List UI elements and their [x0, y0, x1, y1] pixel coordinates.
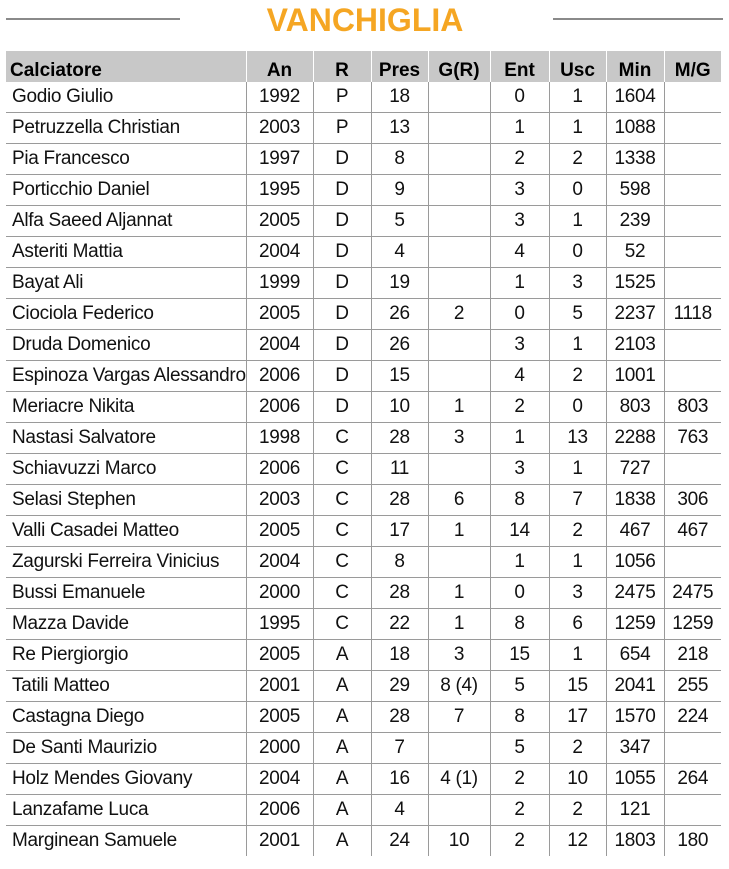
cell-goals	[428, 795, 490, 826]
cell-goals: 1	[428, 609, 490, 640]
cell-year: 1997	[246, 144, 313, 175]
cell-year: 2003	[246, 113, 313, 144]
cell-goals	[428, 268, 490, 299]
cell-role: D	[313, 330, 371, 361]
cell-appearances: 10	[371, 392, 428, 423]
cell-sub-in: 1	[490, 423, 549, 454]
cell-player: Lanzafame Luca	[6, 795, 246, 826]
cell-minutes-per-goal: 763	[664, 423, 721, 454]
cell-player: Zagurski Ferreira Vinicius	[6, 547, 246, 578]
cell-sub-in: 3	[490, 206, 549, 237]
cell-player: Druda Domenico	[6, 330, 246, 361]
cell-goals: 8 (4)	[428, 671, 490, 702]
cell-minutes-per-goal	[664, 454, 721, 485]
cell-year: 2000	[246, 578, 313, 609]
cell-minutes-per-goal	[664, 175, 721, 206]
cell-appearances: 29	[371, 671, 428, 702]
cell-minutes: 2237	[606, 299, 664, 330]
table-row	[6, 113, 721, 144]
header-minutes-per-goal: M/G	[664, 51, 721, 82]
cell-sub-in: 1	[490, 268, 549, 299]
cell-year: 2000	[246, 733, 313, 764]
cell-sub-out: 2	[549, 144, 606, 175]
cell-sub-in: 2	[490, 795, 549, 826]
cell-goals: 7	[428, 702, 490, 733]
cell-goals: 10	[428, 826, 490, 857]
cell-sub-out: 5	[549, 299, 606, 330]
table-row	[6, 578, 721, 609]
cell-minutes: 2288	[606, 423, 664, 454]
cell-appearances: 18	[371, 82, 428, 113]
cell-minutes: 52	[606, 237, 664, 268]
header-appearances: Pres	[371, 51, 428, 82]
cell-appearances: 13	[371, 113, 428, 144]
cell-goals	[428, 237, 490, 268]
cell-sub-in: 2	[490, 826, 549, 857]
cell-goals: 1	[428, 516, 490, 547]
cell-role: P	[313, 82, 371, 113]
cell-appearances: 16	[371, 764, 428, 795]
cell-minutes: 1338	[606, 144, 664, 175]
cell-role: D	[313, 392, 371, 423]
cell-sub-out: 17	[549, 702, 606, 733]
header-goals: G(R)	[428, 51, 490, 82]
cell-minutes: 727	[606, 454, 664, 485]
player-stats-table	[6, 51, 721, 856]
table-row	[6, 733, 721, 764]
cell-year: 2001	[246, 826, 313, 857]
cell-minutes: 2475	[606, 578, 664, 609]
cell-role: C	[313, 516, 371, 547]
header-sub-out: Usc	[549, 51, 606, 82]
cell-year: 1992	[246, 82, 313, 113]
cell-year: 1998	[246, 423, 313, 454]
cell-role: D	[313, 237, 371, 268]
cell-sub-in: 1	[490, 113, 549, 144]
table-row	[6, 206, 721, 237]
cell-sub-in: 1	[490, 547, 549, 578]
cell-appearances: 28	[371, 578, 428, 609]
cell-minutes: 347	[606, 733, 664, 764]
table-row	[6, 330, 721, 361]
cell-year: 1995	[246, 609, 313, 640]
cell-year: 2005	[246, 206, 313, 237]
cell-sub-out: 0	[549, 392, 606, 423]
cell-minutes-per-goal	[664, 547, 721, 578]
cell-minutes: 121	[606, 795, 664, 826]
cell-goals	[428, 454, 490, 485]
cell-sub-in: 3	[490, 175, 549, 206]
cell-sub-in: 8	[490, 702, 549, 733]
cell-appearances: 8	[371, 144, 428, 175]
cell-player: Castagna Diego	[6, 702, 246, 733]
cell-minutes: 2041	[606, 671, 664, 702]
cell-year: 2006	[246, 361, 313, 392]
cell-role: A	[313, 671, 371, 702]
cell-goals: 2	[428, 299, 490, 330]
cell-minutes: 239	[606, 206, 664, 237]
cell-appearances: 28	[371, 702, 428, 733]
cell-sub-in: 14	[490, 516, 549, 547]
cell-appearances: 4	[371, 237, 428, 268]
cell-role: A	[313, 702, 371, 733]
table-row	[6, 795, 721, 826]
cell-appearances: 15	[371, 361, 428, 392]
cell-role: A	[313, 795, 371, 826]
cell-sub-out: 0	[549, 175, 606, 206]
cell-goals: 6	[428, 485, 490, 516]
cell-sub-out: 1	[549, 640, 606, 671]
cell-minutes-per-goal: 306	[664, 485, 721, 516]
table-row	[6, 175, 721, 206]
cell-appearances: 19	[371, 268, 428, 299]
cell-goals	[428, 82, 490, 113]
cell-goals	[428, 361, 490, 392]
cell-minutes: 1001	[606, 361, 664, 392]
cell-minutes-per-goal	[664, 733, 721, 764]
cell-minutes: 1838	[606, 485, 664, 516]
team-title: VANCHIGLIA	[266, 2, 464, 38]
cell-player: Marginean Samuele	[12, 830, 177, 851]
cell-sub-out: 1	[549, 206, 606, 237]
cell-sub-in: 2	[490, 764, 549, 795]
cell-year: 2004	[246, 547, 313, 578]
cell-player: Porticchio Daniel	[6, 175, 246, 206]
table-row	[6, 640, 721, 671]
cell-appearances: 26	[371, 299, 428, 330]
cell-player: Pia Francesco	[6, 144, 246, 175]
cell-goals: 3	[428, 423, 490, 454]
cell-appearances: 4	[371, 795, 428, 826]
cell-appearances: 28	[371, 485, 428, 516]
table-row	[6, 361, 721, 392]
cell-minutes: 803	[606, 392, 664, 423]
cell-sub-in: 2	[490, 144, 549, 175]
cell-goals: 1	[428, 392, 490, 423]
table-row	[6, 237, 721, 268]
cell-appearances: 17	[371, 516, 428, 547]
cell-role: D	[313, 268, 371, 299]
cell-role: D	[313, 361, 371, 392]
cell-year: 1995	[246, 175, 313, 206]
cell-appearances: 8	[371, 547, 428, 578]
table-row	[6, 144, 721, 175]
cell-appearances: 9	[371, 175, 428, 206]
cell-goals: 1	[428, 578, 490, 609]
cell-goals	[428, 206, 490, 237]
cell-role: D	[313, 175, 371, 206]
cell-sub-out: 2	[549, 733, 606, 764]
cell-minutes: 2103	[606, 330, 664, 361]
cell-role: D	[313, 144, 371, 175]
cell-year: 2004	[246, 330, 313, 361]
cell-sub-out: 2	[549, 361, 606, 392]
cell-minutes-per-goal	[664, 206, 721, 237]
cell-role: C	[313, 485, 371, 516]
cell-goals	[428, 547, 490, 578]
cell-appearances: 18	[371, 640, 428, 671]
table-row	[6, 826, 721, 857]
cell-minutes-per-goal	[664, 113, 721, 144]
cell-sub-in: 3	[490, 454, 549, 485]
cell-sub-out: 3	[549, 578, 606, 609]
cell-player: Meriacre Nikita	[6, 392, 246, 423]
cell-appearances: 26	[371, 330, 428, 361]
cell-minutes-per-goal	[664, 268, 721, 299]
table-row	[6, 485, 721, 516]
cell-role: P	[313, 113, 371, 144]
cell-sub-in: 5	[490, 671, 549, 702]
cell-sub-out: 12	[549, 826, 606, 857]
cell-sub-out: 0	[549, 237, 606, 268]
cell-role: D	[313, 299, 371, 330]
cell-minutes-per-goal: 218	[664, 640, 721, 671]
cell-sub-in: 5	[490, 733, 549, 764]
header-year: An	[246, 51, 313, 82]
cell-sub-out: 2	[549, 516, 606, 547]
header-minutes: Min	[606, 51, 664, 82]
cell-minutes-per-goal	[664, 795, 721, 826]
title-rule-right	[553, 18, 723, 20]
cell-sub-out: 13	[549, 423, 606, 454]
cell-role: C	[313, 609, 371, 640]
cell-sub-in: 0	[490, 82, 549, 113]
cell-minutes-per-goal: 1259	[664, 609, 721, 640]
cell-minutes-per-goal: 264	[664, 764, 721, 795]
cell-player: Bayat Ali	[6, 268, 246, 299]
cell-player: Asteriti Mattia	[6, 237, 246, 268]
cell-sub-in: 0	[490, 299, 549, 330]
cell-minutes: 1259	[606, 609, 664, 640]
table-row	[6, 423, 721, 454]
cell-sub-in: 2	[490, 392, 549, 423]
cell-goals	[428, 113, 490, 144]
cell-minutes-per-goal: 803	[664, 392, 721, 423]
table-body	[6, 82, 721, 856]
cell-sub-out: 1	[549, 113, 606, 144]
cell-player: Bussi Emanuele	[6, 578, 246, 609]
cell-minutes-per-goal	[664, 237, 721, 268]
cell-role: C	[313, 547, 371, 578]
cell-goals	[428, 175, 490, 206]
cell-year: 2005	[246, 702, 313, 733]
cell-minutes-per-goal	[664, 82, 721, 113]
cell-year: 2004	[246, 764, 313, 795]
cell-player: Selasi Stephen	[6, 485, 246, 516]
cell-role: A	[313, 826, 371, 857]
cell-sub-in: 15	[490, 640, 549, 671]
header-role: R	[313, 51, 371, 82]
cell-minutes-per-goal: 224	[664, 702, 721, 733]
table-row	[6, 454, 721, 485]
cell-appearances: 24	[371, 826, 428, 857]
cell-role: C	[313, 423, 371, 454]
cell-role: C	[313, 454, 371, 485]
cell-goals	[428, 330, 490, 361]
cell-minutes-per-goal: 2475	[664, 578, 721, 609]
cell-year: 2006	[246, 392, 313, 423]
cell-sub-in: 4	[490, 237, 549, 268]
cell-player: Espinoza Vargas Alessandro	[6, 361, 246, 392]
cell-player: Tatili Matteo	[6, 671, 246, 702]
cell-role: A	[313, 733, 371, 764]
cell-sub-out: 2	[549, 795, 606, 826]
header-sub-in: Ent	[490, 51, 549, 82]
cell-sub-out: 10	[549, 764, 606, 795]
cell-goals	[428, 144, 490, 175]
cell-minutes-per-goal: 467	[664, 516, 721, 547]
cell-player: Ciociola Federico	[6, 299, 246, 330]
header-player: Calciatore	[6, 51, 246, 82]
cell-goals: 4 (1)	[428, 764, 490, 795]
cell-sub-out: 6	[549, 609, 606, 640]
table-row	[6, 671, 721, 702]
cell-year: 2006	[246, 454, 313, 485]
cell-minutes: 1056	[606, 547, 664, 578]
cell-year: 2003	[246, 485, 313, 516]
table-header-row	[6, 51, 721, 82]
cell-minutes-per-goal	[664, 361, 721, 392]
cell-role: C	[313, 578, 371, 609]
cell-sub-out: 1	[549, 547, 606, 578]
cell-appearances: 28	[371, 423, 428, 454]
cell-minutes: 1088	[606, 113, 664, 144]
cell-goals	[428, 733, 490, 764]
cell-minutes: 1570	[606, 702, 664, 733]
table-row	[6, 764, 721, 795]
cell-minutes: 1604	[606, 82, 664, 113]
cell-year: 1999	[246, 268, 313, 299]
cell-year: 2005	[246, 640, 313, 671]
cell-appearances: 7	[371, 733, 428, 764]
cell-minutes-per-goal	[664, 144, 721, 175]
cell-sub-out: 1	[549, 454, 606, 485]
cell-appearances: 5	[371, 206, 428, 237]
cell-role: D	[313, 206, 371, 237]
cell-sub-out: 1	[549, 330, 606, 361]
table-row	[6, 702, 721, 733]
table-row	[6, 609, 721, 640]
cell-minutes: 1803	[606, 826, 664, 857]
table-row	[6, 392, 721, 423]
cell-minutes-per-goal: 180	[664, 826, 721, 857]
cell-minutes: 467	[606, 516, 664, 547]
cell-sub-in: 0	[490, 578, 549, 609]
cell-sub-out: 1	[549, 82, 606, 113]
cell-minutes-per-goal: 255	[664, 671, 721, 702]
cell-sub-in: 8	[490, 485, 549, 516]
title-bar	[0, 0, 729, 44]
table-row	[6, 299, 721, 330]
cell-sub-out: 7	[549, 485, 606, 516]
cell-player: Petruzzella Christian	[6, 113, 246, 144]
cell-year: 2006	[246, 795, 313, 826]
cell-minutes: 1055	[606, 764, 664, 795]
cell-player: Schiavuzzi Marco	[6, 454, 246, 485]
cell-minutes: 1525	[606, 268, 664, 299]
title-rule-left	[6, 18, 180, 20]
cell-minutes-per-goal: 1118	[664, 299, 721, 330]
cell-year: 2001	[246, 671, 313, 702]
cell-appearances: 11	[371, 454, 428, 485]
cell-sub-in: 8	[490, 609, 549, 640]
cell-role: A	[313, 640, 371, 671]
cell-sub-in: 4	[490, 361, 549, 392]
cell-year: 2004	[246, 237, 313, 268]
cell-player: De Santi Maurizio	[6, 733, 246, 764]
table-row	[6, 547, 721, 578]
cell-player: Mazza Davide	[6, 609, 246, 640]
table-row	[6, 268, 721, 299]
cell-player: Re Piergiorgio	[6, 640, 246, 671]
cell-minutes: 654	[606, 640, 664, 671]
cell-player: Valli Casadei Matteo	[6, 516, 246, 547]
cell-player: Holz Mendes Giovany	[6, 764, 246, 795]
cell-year: 2005	[246, 516, 313, 547]
cell-minutes: 598	[606, 175, 664, 206]
cell-goals: 3	[428, 640, 490, 671]
cell-sub-out: 15	[549, 671, 606, 702]
cell-year: 2005	[246, 299, 313, 330]
table-row	[6, 82, 721, 113]
cell-player: Alfa Saeed Aljannat	[6, 206, 246, 237]
cell-player: Godio Giulio	[6, 82, 246, 113]
cell-player: Nastasi Salvatore	[6, 423, 246, 454]
cell-sub-in: 3	[490, 330, 549, 361]
cell-minutes-per-goal	[664, 330, 721, 361]
cell-sub-out: 3	[549, 268, 606, 299]
cell-appearances: 22	[371, 609, 428, 640]
table-row	[6, 516, 721, 547]
cell-role: A	[313, 764, 371, 795]
